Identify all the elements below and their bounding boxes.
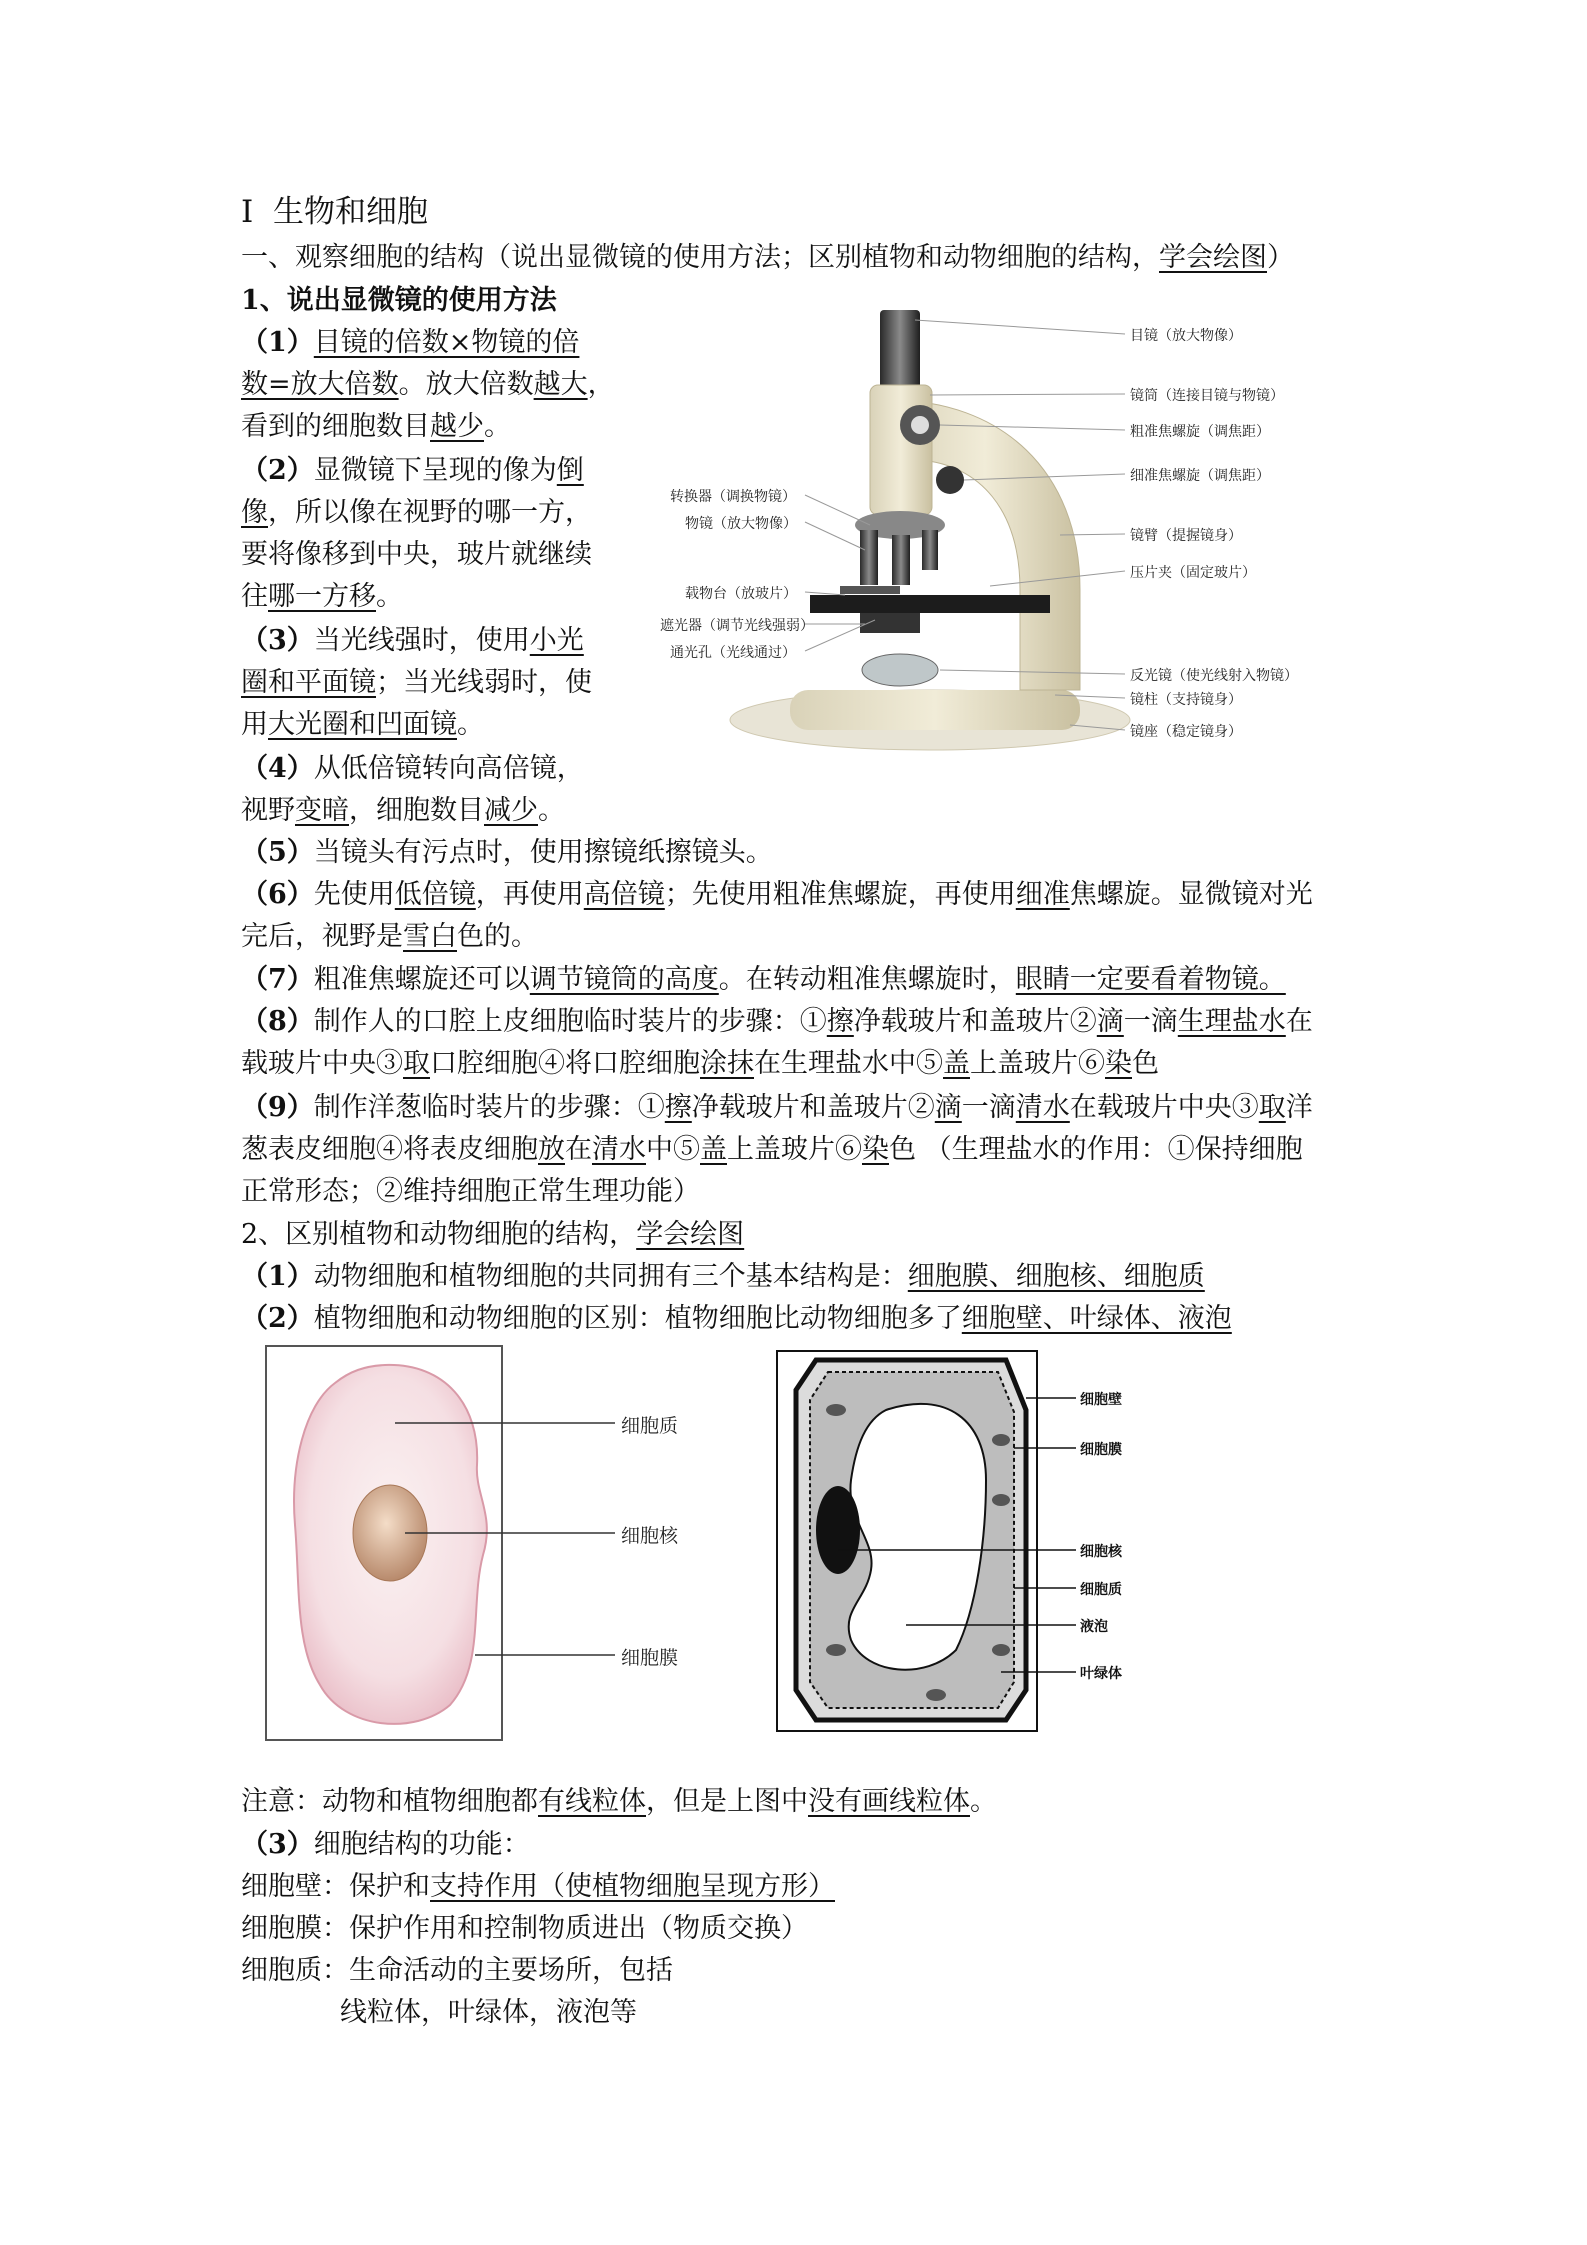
subsection-cells: 2、区别植物和动物细胞的结构，学会绘图: [241, 1219, 745, 1250]
label-clip: 压片夹（固定玻片）: [1130, 565, 1256, 581]
label-membrane: 细胞膜: [621, 1647, 679, 1669]
item-4-line2: 视野变暗，细胞数目减少。: [241, 795, 565, 826]
item-9: （9）制作洋葱临时装片的步骤：①擦净载玻片和盖玻片②滴一滴清水在载玻片中央③取洋: [241, 1092, 1313, 1123]
function-cytoplasm: 细胞质：生命活动的主要场所，包括: [241, 1955, 673, 1986]
item-1: （1）目镜的倍数×物镜的倍: [241, 327, 580, 358]
function-cytoplasm-line2: 线粒体，叶绿体，液泡等: [340, 1997, 637, 2028]
label-tube: 镜筒（连接目镜与物镜）: [1130, 388, 1284, 404]
item-3-line3: 用大光圈和凹面镜。: [241, 709, 484, 740]
item-1-line3: 看到的细胞数目越少。: [241, 411, 511, 442]
label-diaphragm: 遮光器（调节光线强弱）: [660, 618, 814, 634]
label-chloroplast: 叶绿体: [1080, 1666, 1122, 1682]
item-6: （6）先使用低倍镜，再使用高倍镜；先使用粗准焦螺旋，再使用细准焦螺旋。显微镜对光: [241, 879, 1313, 910]
function-cell-wall: 细胞壁：保护和支持作用（使植物细胞呈现方形）: [241, 1871, 835, 1902]
chapter-heading: [241, 192, 428, 232]
item-6-line2: 完后，视野是雪白色的。: [241, 921, 538, 952]
chapter-title: 生物和细胞: [272, 194, 428, 230]
item-7: （7）粗准焦螺旋还可以调节镜筒的高度。在转动粗准焦螺旋时，眼睛一定要看着物镜。: [241, 964, 1286, 995]
label-mirror: 反光镜（使光线射入物镜）: [1130, 668, 1298, 684]
section-heading: 一、观察细胞的结构（说出显微镜的使用方法；区别植物和动物细胞的结构，学会绘图）: [241, 242, 1294, 273]
cell-item-1: （1）动物细胞和植物细胞的共同拥有三个基本结构是：细胞膜、细胞核、细胞质: [241, 1261, 1205, 1292]
item-2-line2: 像，所以像在视野的哪一方，: [241, 497, 592, 528]
label-fine-focus: 细准焦螺旋（调焦距）: [1130, 468, 1270, 484]
item-2-line4: 往哪一方移。: [241, 581, 403, 612]
label-plant-nucleus: 细胞核: [1080, 1544, 1122, 1560]
label-aperture: 通光孔（光线通过）: [670, 645, 796, 661]
label-cell-wall: 细胞壁: [1080, 1392, 1122, 1408]
note-mitochondria: 注意：动物和植物细胞都有线粒体，但是上图中没有画线粒体。: [241, 1786, 997, 1817]
label-nucleus: 细胞核: [621, 1525, 679, 1547]
label-cytoplasm: 细胞质: [621, 1415, 679, 1437]
label-pillar: 镜柱（支持镜身）: [1130, 692, 1242, 708]
item-5: （5）当镜头有污点时，使用擦镜纸擦镜头。: [241, 837, 773, 868]
label-base: 镜座（稳定镜身）: [1130, 724, 1242, 740]
item-8: （8）制作人的口腔上皮细胞临时装片的步骤：①擦净载玻片和盖玻片②滴一滴生理盐水在: [241, 1006, 1313, 1037]
label-stage: 载物台（放玻片）: [685, 586, 797, 602]
item-8-line2: 载玻片中央③取口腔细胞④将口腔细胞涂抹在生理盐水中⑤盖上盖玻片⑥染色: [241, 1048, 1159, 1079]
subsection-microscope: 1、说出显微镜的使用方法: [241, 285, 557, 316]
item-9-line3: 正常形态；②维持细胞正常生理功能）: [241, 1176, 700, 1207]
item-9-line2: 葱表皮细胞④将表皮细胞放在清水中⑤盖上盖玻片⑥染色 （生理盐水的作用：①保持细胞: [241, 1134, 1303, 1165]
item-3-line2: 圈和平面镜；当光线弱时，使: [241, 667, 592, 698]
item-2: （2）显微镜下呈现的像为倒: [241, 455, 584, 486]
label-coarse-focus: 粗准焦螺旋（调焦距）: [1130, 424, 1270, 440]
plant-cell-figure: [776, 1350, 1136, 1734]
label-eyepiece: 目镜（放大物像）: [1130, 328, 1242, 344]
item-4: （4）从低倍镜转向高倍镜，: [241, 753, 584, 784]
item-2-line3: 要将像移到中央，玻片就继续: [241, 539, 592, 570]
chapter-number: Ⅰ: [241, 194, 254, 230]
label-vacuole: 液泡: [1080, 1619, 1108, 1635]
animal-cell-figure: [265, 1345, 695, 1743]
label-plant-cytoplasm: 细胞质: [1080, 1582, 1122, 1598]
label-objective: 物镜（放大物像）: [685, 516, 797, 532]
cell-item-3: （3）细胞结构的功能：: [241, 1829, 530, 1860]
item-3: （3）当光线强时，使用小光: [241, 625, 584, 656]
label-nosepiece: 转换器（调换物镜）: [670, 489, 796, 505]
microscope-figure: [660, 290, 1380, 760]
label-arm: 镜臂（提握镜身）: [1130, 528, 1242, 544]
label-plant-membrane: 细胞膜: [1080, 1442, 1122, 1458]
item-1-line2: 数=放大倍数。放大倍数越大，: [241, 369, 615, 400]
cell-item-2: （2）植物细胞和动物细胞的区别：植物细胞比动物细胞多了细胞壁、叶绿体、液泡: [241, 1303, 1232, 1334]
function-cell-membrane: 细胞膜：保护作用和控制物质进出（物质交换）: [241, 1913, 808, 1944]
